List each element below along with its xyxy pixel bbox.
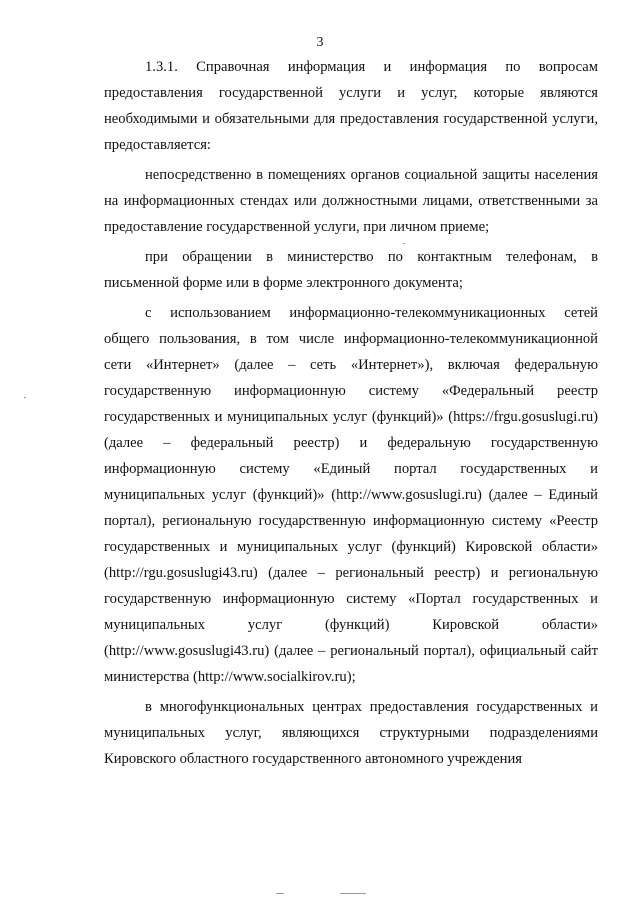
- paragraph-internet: с использованием информационно-телекоммуникационных сетей общего пользования, в том числе информационно-телекоммуникационной сети «Интернет» (далее – сеть «Интернет»), включая федеральную государственную информационную систему «Федеральный реестр государственных и муниципальных услуг (функций)» (https://frgu.gosuslugi.ru) (далее – федеральный реестр) и федеральную государственную информационную систему «Единый портал государственных и муниципальных услуг (функций)» (http://www.gosuslugi.ru) (далее – Единый портал), региональную государственную информационную систему «Реестр государственных и муниципальных услуг (функций) Кировской области» (http://rgu.gosuslugi43.ru) (далее – региональный реестр) и региональную государственную информационную систему «Портал государственных и муниципальных услуг (функций) Кировской области» (http://www.gosuslugi43.ru) (далее – региональный портал), официальный сайт министерства (http://www.socialkirov.ru);: [104, 305, 598, 685]
- scan-speck: [403, 243, 405, 244]
- paragraph-reference-info: 1.3.1. Справочная информация и информация по вопросам предоставления государственной услуги и услуг, которые являются необходимыми и обязательными для предоставления государственной услуги, предоставляется:: [104, 59, 598, 153]
- scan-speck: [340, 893, 366, 894]
- paragraph-mfc: в многофункциональных центрах предоставления государственных и муниципальных услуг, являющихся структурными подразделениями Кировского областного государственного автономного учреждения: [104, 699, 598, 767]
- paragraph-in-person: непосредственно в помещениях органов социальной защиты населения на информационных стендах или должностными лицами, ответственными за предоставление государственной услуги, при личном приеме;: [104, 167, 598, 235]
- scan-speck: [276, 893, 284, 894]
- page-number: 3: [316, 35, 324, 50]
- scan-speck: [24, 397, 26, 398]
- paragraph-by-phone: при обращении в министерство по контактным телефонам, в письменной форме или в форме электронного документа;: [104, 249, 598, 291]
- document-body: [104, 54, 598, 772]
